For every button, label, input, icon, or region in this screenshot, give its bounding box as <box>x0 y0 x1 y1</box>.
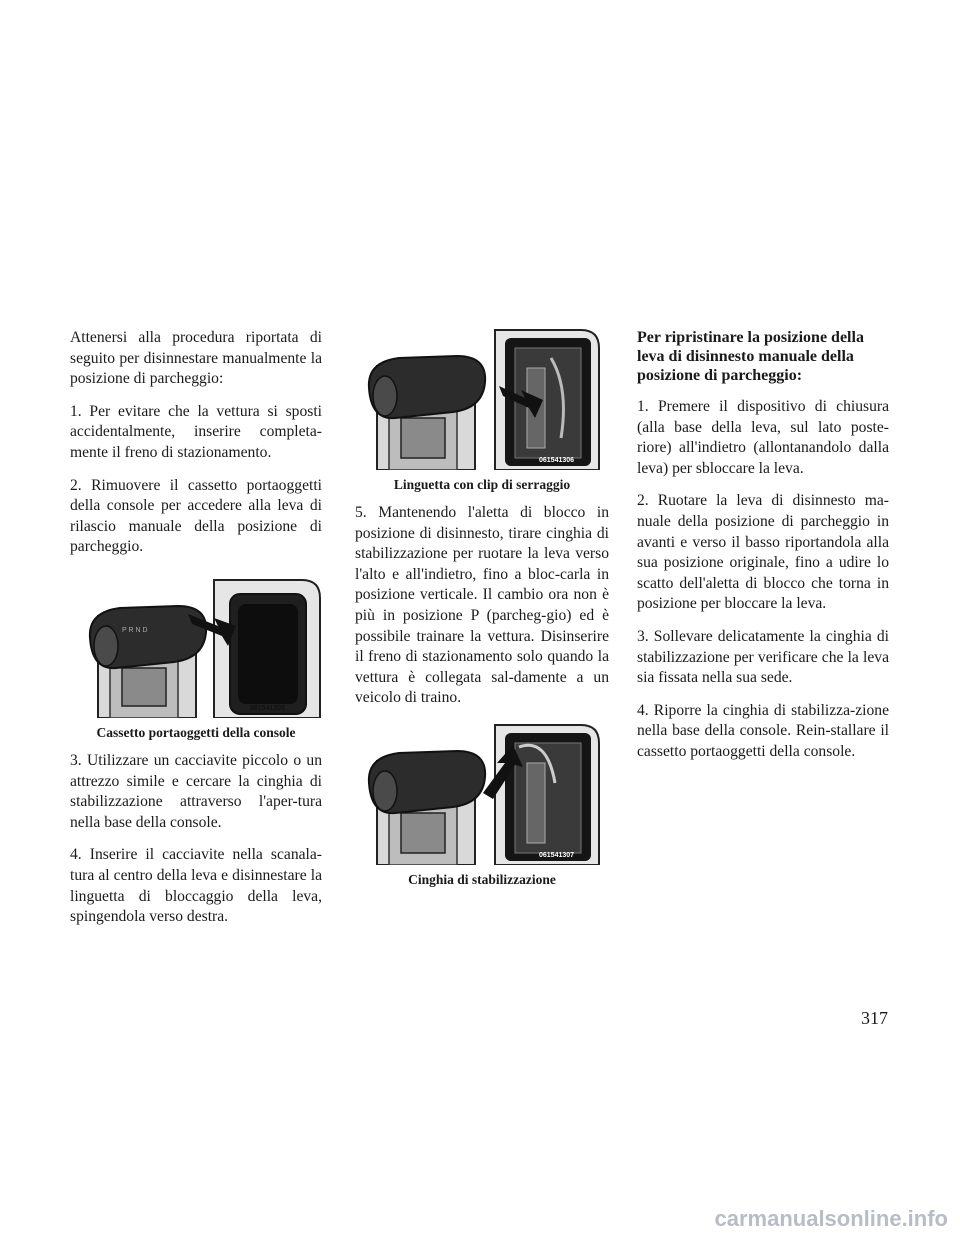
step-1: 1. Per evitare che la vettura si sposti accidentalmente, inserire completa-mente il freno di stazionamento. <box>70 402 322 461</box>
column-left <box>70 328 322 940</box>
tab-clip-illustration <box>355 328 609 470</box>
figure-code: 061541305 <box>250 704 286 712</box>
step-4: 4. Riporre la cinghia di stabilizza-zione nella base della console. Rein-stallare il cassetto portaoggetti della console. <box>637 701 889 760</box>
step-4: 4. Inserire il cacciavite nella scanala-tura al centro della leva e disinnestare la linguetta di bloccaggio della leva, spingendola verso destra. <box>70 846 322 926</box>
figure-caption: Cassetto portaoggetti della console <box>96 724 296 740</box>
figure-strap <box>355 723 609 888</box>
figure-caption: Cinghia di stabilizzazione <box>408 871 556 887</box>
step-2: 2. Ruotare la leva di disinnesto ma-nuale della posizione di parcheggio in avanti e verso il basso riportandola alla sua posizione originale, fino a udire lo scatto dell'aletta di blocco che torna in posizione per bloccare la leva. <box>637 492 889 613</box>
figure-caption: Linguetta con clip di serraggio <box>393 477 571 492</box>
page-number: 317 <box>861 1008 888 1028</box>
svg-text:P R N D: P R N D <box>122 626 148 634</box>
figure-code: 061541307 <box>539 851 575 859</box>
column-middle <box>355 342 609 898</box>
section-heading: Per ripristinare la posizione della leva di disinnesto manuale della posizione di parcheggio: <box>637 329 864 384</box>
column-right <box>637 328 889 775</box>
step-5: 5. Mantenendo l'aletta di blocco in posizione di disinnesto, tirare cinghia di stabilizzazione per ruotare la leva verso l'alto e all'indietro, fino a bloc-carla in posizione verticale. Il cambio ora non è più in posizione P (parcheg-gio) ed è possibile trainare la vettura. Disinserire il freno di stazionamento solo quando la vettura è collegata sal-damente a un veicolo di traino. <box>355 504 609 707</box>
footer <box>0 1182 960 1242</box>
figure-console-storage <box>70 576 322 741</box>
intro-text: Attenersi alla procedura riportata di seguito per disinnestare manualmente la posizione di parcheggio: <box>70 329 322 388</box>
figure-code: 061541306 <box>539 457 575 464</box>
step-2: 2. Rimuovere il cassetto portaoggetti della console per accedere alla leva di rilascio manuale della posizione di parcheggio. <box>70 476 322 556</box>
console-storage-illustration <box>70 576 322 718</box>
strap-illustration <box>355 723 609 865</box>
step-1: 1. Premere il dispositivo di chiusura (alla base della leva, sul lato poste-riore) all'indietro (allontanandolo dalla leva) per sbloccare la leva. <box>637 398 889 477</box>
step-3: 3. Utilizzare un cacciavite piccolo o un attrezzo simile e cercare la cinghia di stabilizzazione attraverso l'aper-tura nella base della console. <box>70 751 322 831</box>
watermark[interactable]: carmanualsonline.info <box>714 1206 948 1231</box>
step-3: 3. Sollevare delicatamente la cinghia di stabilizzazione per verificare che la leva sia fissata nella sua sede. <box>637 627 889 687</box>
figure-tab-clip <box>355 328 609 493</box>
